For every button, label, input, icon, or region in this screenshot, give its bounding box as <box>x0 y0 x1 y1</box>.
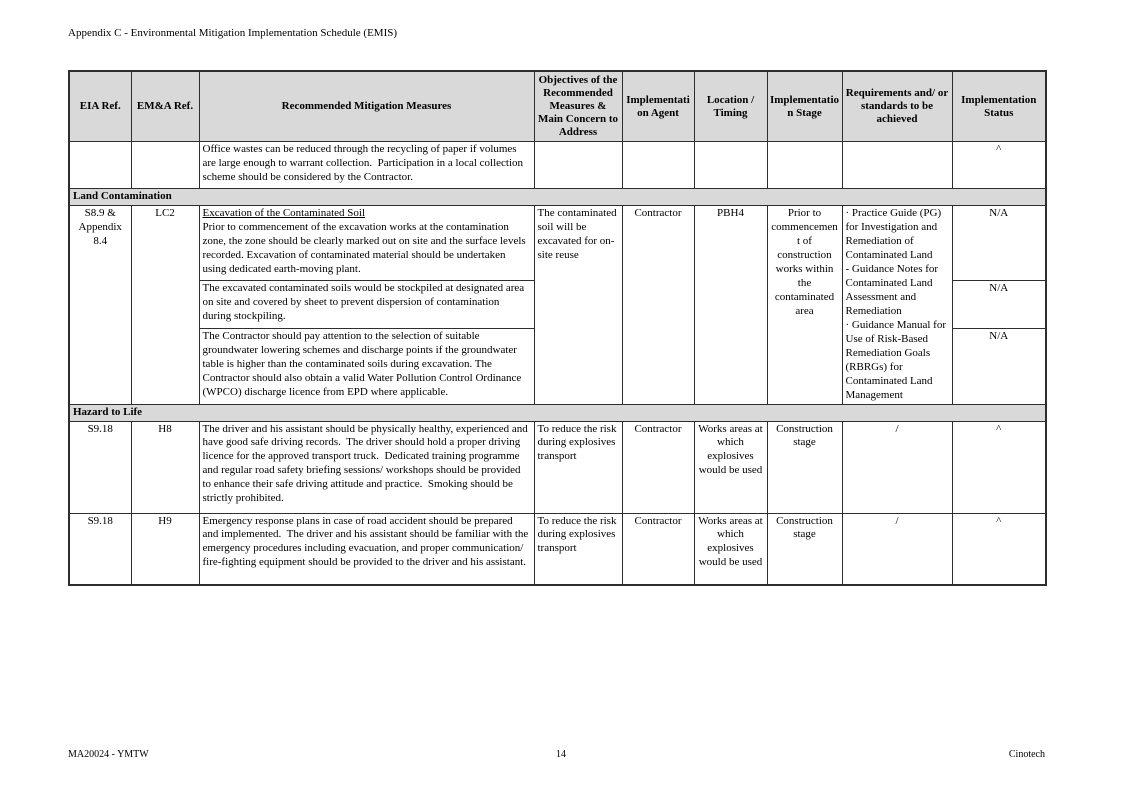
requirement-item: · Guidance Manual for Use of Risk-Based Remediation Goals (RBRGs) for Contaminated Land Management <box>845 318 946 401</box>
objectives-cell: To reduce the risk during explosives transport <box>534 421 622 513</box>
stage-cell: Construction stage <box>767 421 842 513</box>
agent-cell: Contractor <box>622 205 694 404</box>
eia-ref-cell: S9.18 <box>69 513 131 585</box>
table-row <box>69 205 1046 280</box>
measure-text: The excavated contaminated soils would be stockpiled at designated area on site and covered by sheet to prevent dispersion of contamination during stockpiling. <box>202 282 527 323</box>
measure-cell <box>199 421 534 513</box>
col-header-eia-ref: EIA Ref. <box>69 71 131 142</box>
eia-ref-cell: S9.18 <box>69 421 131 513</box>
location-cell: PBH4 <box>694 205 767 404</box>
status-cell: ^ <box>952 513 1046 585</box>
section-label: Hazard to Life <box>69 404 1046 421</box>
agent-cell: Contractor <box>622 513 694 585</box>
measure-cell <box>199 142 534 189</box>
requirements-cell <box>842 142 952 189</box>
section-label: Land Contamination <box>69 189 1046 206</box>
location-cell: Works areas at which explosives would be used <box>694 513 767 585</box>
col-header-requirements: Requirements and/ or standards to be achieved <box>842 71 952 142</box>
table-row <box>69 142 1046 189</box>
objectives-cell <box>534 142 622 189</box>
section-row <box>69 404 1046 421</box>
table-header-row <box>69 71 1046 142</box>
measure-cell <box>199 513 534 585</box>
agent-cell: Contractor <box>622 421 694 513</box>
status-cell: N/A <box>952 329 1046 404</box>
objectives-cell: To reduce the risk during explosives transport <box>534 513 622 585</box>
ema-ref-cell: LC2 <box>131 205 199 404</box>
footer-page-number: 14 <box>556 749 566 760</box>
col-header-measures: Recommended Mitigation Measures <box>199 71 534 142</box>
requirements-cell <box>842 513 952 585</box>
location-cell: Works areas at which explosives would be used <box>694 421 767 513</box>
requirement-item: · Practice Guide (PG) for Investigation and Remediation of Contaminated Land <box>845 206 942 261</box>
measure-text: Emergency response plans in case of road accident should be prepared and implemented. The driver and his assistant should be familiar with the emergency procedures including evacuation, and proper communication/ fire-fighting equipment should be provided to the driver and his assistant. <box>202 514 532 569</box>
stage-cell: Construction stage <box>767 513 842 585</box>
location-cell <box>694 142 767 189</box>
col-header-stage: Implementation Stage <box>767 71 842 142</box>
requirement-item: / <box>895 514 899 527</box>
measure-heading: Excavation of the Contaminated Soil <box>202 206 366 219</box>
requirements-cell <box>842 205 952 404</box>
eia-ref-cell: S8.9 & Appendix 8.4 <box>69 205 131 404</box>
measure-cell <box>199 281 534 329</box>
col-header-objectives: Objectives of the Recommended Measures & Main Concern to Address <box>534 71 622 142</box>
col-header-status: Implementation Status <box>952 71 1046 142</box>
agent-cell <box>622 142 694 189</box>
eia-ref-cell <box>69 142 131 189</box>
stage-cell <box>767 142 842 189</box>
stage-cell: Prior to commencement of construction works within the contaminated area <box>767 205 842 404</box>
ema-ref-cell: H8 <box>131 421 199 513</box>
footer-project-ref: MA20024 - YMTW <box>68 749 149 760</box>
measure-text: Prior to commencement of the excavation works at the contamination zone, the zone should be clearly marked out on site and the surface levels recorded. Excavation of contaminated material should be undertaken using dedicated earth-moving plant. <box>202 220 529 275</box>
col-header-location-timing: Location / Timing <box>694 71 767 142</box>
section-row <box>69 189 1046 206</box>
measure-text: The Contractor should pay attention to the selection of suitable groundwater lowering schemes and discharge points if the groundwater table is higher than the contaminated soils during excavation. The Contractor should also obtain a valid Water Pollution Control Ordinance (WPCO) discharge licence from EPD where applicable. <box>202 330 525 399</box>
measure-cell <box>199 205 534 280</box>
col-header-ema-ref: EM&A Ref. <box>131 71 199 142</box>
ema-ref-cell: H9 <box>131 513 199 585</box>
requirement-item: / <box>895 422 899 435</box>
col-header-agent: Implementation Agent <box>622 71 694 142</box>
requirements-cell <box>842 421 952 513</box>
measure-cell <box>199 329 534 404</box>
status-cell: ^ <box>952 421 1046 513</box>
table-body <box>69 142 1046 586</box>
measure-text: Office wastes can be reduced through the recycling of paper if volumes are large enough to warrant collection. Participation in a local collection scheme should be considered by the Contractor. <box>202 143 526 183</box>
table-row <box>69 421 1046 513</box>
measure-text: The driver and his assistant should be physically healthy, experienced and have good safe driving records. The driver should hold a proper driving licence for the approved transport truck. Dedicated training programme and regular road safety briefing sessions/ workshops should be provided to enhance their safe driving attitude and practice. Smoking should be strictly prohibited. <box>202 422 531 505</box>
status-cell: ^ <box>952 142 1046 189</box>
requirement-item: - Guidance Notes for Contaminated Land Assessment and Remediation <box>845 262 939 317</box>
status-cell: N/A <box>952 205 1046 280</box>
status-cell: N/A <box>952 281 1046 329</box>
table-row <box>69 513 1046 585</box>
objectives-cell: The contaminated soil will be excavated for on-site reuse <box>534 205 622 404</box>
ema-ref-cell <box>131 142 199 189</box>
footer-company: Cinotech <box>1008 749 1045 760</box>
emis-table <box>68 70 1047 586</box>
page-title: Appendix C - Environmental Mitigation Implementation Schedule (EMIS) <box>68 27 398 39</box>
